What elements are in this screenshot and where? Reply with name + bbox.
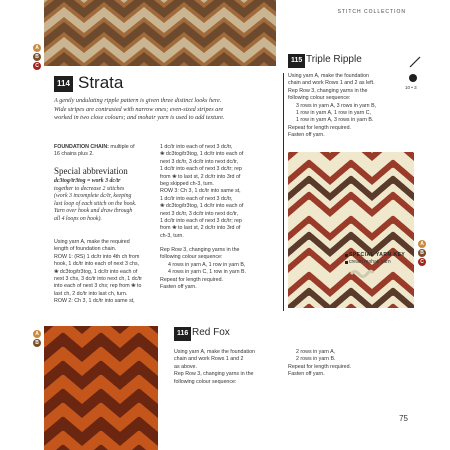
special-line: (work 3 incomplete dc/tr, keeping [54, 193, 132, 200]
instruction-line: Repeat for length required. [288, 363, 352, 370]
instruction-line: next 3 dc/tr, 3 dc/tr into next dc/tr, [160, 158, 239, 165]
instruction-line: ❀ dc3tog/tr3tog, 1 dc/tr into each of [160, 203, 244, 210]
special-key-heading: SPECIAL YARN KEY [349, 252, 406, 258]
instruction-line: from ❀ to last st, 2 dc/tr into 3rd of [160, 173, 241, 180]
instruction-line: 1 dc/tr into each of next 3 dc/tr, [160, 195, 233, 202]
page-number: 75 [399, 414, 408, 423]
mohair-swatch-icon [349, 267, 375, 281]
instruction-line: 2 rows in yarn A, [296, 349, 336, 355]
pattern-number-116: 116 [174, 327, 191, 341]
pattern-title-strata: Strata [78, 73, 124, 92]
key-bullet-icon [345, 254, 348, 257]
yarn-key-a: A [33, 330, 41, 338]
pattern-number-115: 115 [288, 54, 305, 68]
key-bullet-icon [345, 261, 348, 264]
special-key-item: cream mohair yarn [349, 259, 391, 265]
instruction-line: 4 rows in yarn C, 1 row in yarn B. [168, 269, 247, 276]
instruction-line: ch-3, turn. [160, 232, 184, 239]
special-yarn-key [349, 252, 439, 286]
instruction-line: following colour sequence: [160, 254, 223, 261]
foundation-text: multiple of [108, 144, 135, 150]
special-line: last loop of each stitch on the hook. [54, 200, 137, 207]
instruction-line: 1 dc/tr into each of next 3 dc/tr, [160, 144, 233, 150]
instruction-line: Fasten off yarn. [288, 132, 325, 139]
instruction-line: beg skipped ch-3, turn. [160, 181, 214, 188]
instruction-line: next 3 chs, 3 dc/tr into next ch, 1 dc/tr [54, 276, 143, 283]
special-line: together to decrease 2 stitches [54, 185, 125, 192]
instruction-line: following colour sequence: [174, 378, 237, 385]
strata-colour-sequence [160, 247, 282, 291]
instruction-line: Using yarn A, make the foundation [288, 73, 369, 79]
instruction-line: Rep Row 3, changing yarns in the [174, 371, 254, 378]
red-fox-swatch-image [44, 326, 158, 450]
instruction-line: ROW 2: Ch 3, 1 dc/tr into same st, [54, 298, 135, 305]
instruction-line: as above. [174, 363, 197, 370]
special-line: dc3tog/tr3tog = work 3 dc/tr [54, 178, 121, 184]
hook-icon-graphic [409, 56, 421, 68]
foundation-text: 16 chains plus 2. [54, 151, 94, 158]
instruction-line: last ch, 2 dc/tr into last ch, turn. [54, 290, 128, 297]
pattern-number-114: 114 [54, 76, 73, 92]
instruction-line: 2 rows in yarn B. [296, 356, 336, 363]
instruction-line: 1 dc/tr into each of next 3 dc/tr; rep [160, 166, 242, 173]
pattern-title-triple-ripple: Triple Ripple [306, 54, 362, 65]
instruction-line: chain and work Rows 1 and 2 as left. [288, 80, 375, 87]
instruction-line: following colour sequence: [288, 95, 351, 102]
yarn-key-c: C [418, 258, 426, 266]
yarn-key-a: A [33, 44, 41, 52]
intro-line: A gently undulating ripple pattern is given three distinct looks here. [54, 97, 222, 104]
instruction-line: Fasten off yarn. [160, 284, 197, 291]
instruction-line: ❀ dc3tog/tr3tog, 1 dc/tr into each of [160, 151, 244, 158]
strata-instructions-col1 [54, 239, 154, 306]
special-line: Yarn over hook and draw through [54, 208, 133, 215]
instruction-line: Fasten off yarn. [288, 371, 325, 378]
red-fox-swatch-graphic [44, 326, 158, 450]
strata-intro [54, 97, 284, 123]
instruction-line: from ❀ to last st, 2 dc/tr into 3rd of [160, 225, 241, 232]
instruction-line: ❀ dc3tog/tr3tog, 1 dc/tr into each of [54, 268, 138, 275]
instruction-line: Rep Row 3, changing yarns in the [288, 87, 368, 94]
instruction-line: Using yarn A, make the foundation [174, 349, 255, 355]
instruction-line: 1 row in yarn A, 3 rows in yarn B. [296, 117, 374, 124]
section-header: STITCH COLLECTION [337, 9, 406, 15]
red-fox-instructions-col1 [174, 349, 284, 386]
foundation-chain [54, 144, 144, 159]
instruction-line: Using yarn A, make the required [54, 239, 130, 245]
triple-ripple-rule [283, 73, 284, 311]
triple-ripple-instructions [288, 73, 408, 140]
pattern-title-red-fox: Red Fox [192, 327, 230, 338]
instruction-line: ROW 1: (RS) 1 dc/tr into 4th ch from [54, 253, 140, 260]
instruction-line: 4 rows in yarn A, 1 row in yarn B, [168, 261, 246, 268]
hook-size-icon [409, 74, 417, 82]
instruction-line: 1 dc/tr into each of next 3 dc/tr; rep [160, 218, 242, 225]
yarn-key-b: B [33, 339, 41, 347]
instruction-line: next 3 dc/tr, 3 dc/tr into next dc/tr, [160, 210, 239, 217]
stitch-band [44, 445, 158, 450]
foundation-label: FOUNDATION CHAIN: [54, 144, 109, 150]
special-line: all 4 loops on hook). [54, 215, 102, 222]
hook-size-label: 10 • 3 [405, 85, 417, 90]
instruction-line: Rep Row 3, changing yarns in the [160, 247, 240, 253]
instruction-line: hook, 1 dc/tr into each of next 3 chs, [54, 261, 140, 268]
instruction-line: Repeat for length required. [288, 124, 352, 131]
instruction-line: Repeat for length required. [160, 276, 224, 283]
strata-instructions-col2 [160, 144, 278, 240]
instruction-line: into each of next 3 chs; rep from ❀ to [54, 283, 142, 290]
instruction-line: 3 rows in yarn A, 3 rows in yarn B, [296, 102, 377, 109]
strata-swatch-graphic [44, 0, 276, 66]
instruction-line: chain and work Rows 1 and 2 [174, 356, 244, 363]
instruction-line: ROW 3: Ch 3, 1 dc/tr into same st, [160, 188, 241, 195]
yarn-key-a: A [418, 240, 426, 248]
special-abbreviation-heading: Special abbreviation [54, 166, 128, 176]
instruction-line: 1 row in yarn A, 1 row in yarn C, [296, 110, 372, 117]
strata-swatch-image [44, 0, 276, 66]
special-abbreviation-text [54, 178, 154, 224]
hook-icon [409, 55, 421, 67]
intro-line: worked in two close colours; and mohair yarn is used to add texture. [54, 114, 225, 122]
instruction-line: length of foundation chain. [54, 246, 117, 253]
yarn-key-c: C [33, 62, 41, 70]
red-fox-instructions-col2 [288, 349, 408, 379]
intro-line: Wide stripes are contrasted with narrow ones; even-sized stripes are [54, 105, 224, 113]
yarn-key-b: B [418, 249, 426, 257]
yarn-key-b: B [33, 53, 41, 61]
